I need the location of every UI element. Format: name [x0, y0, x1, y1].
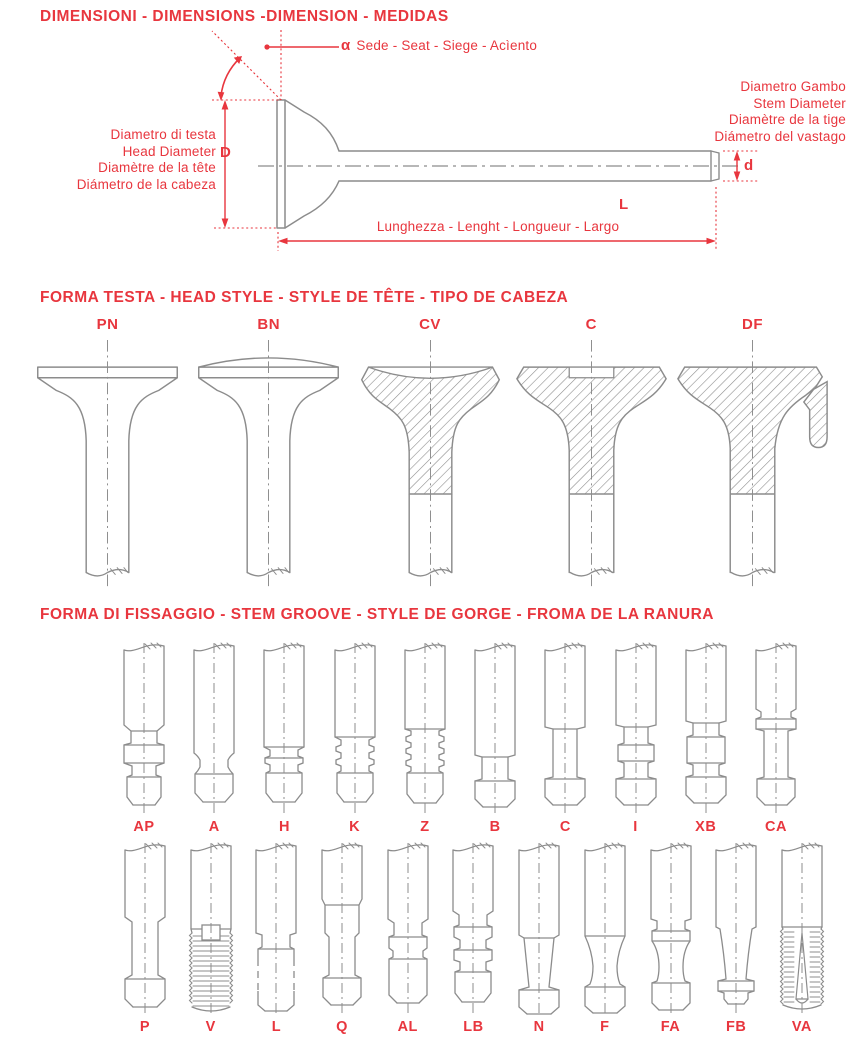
head-style-label: DF: [742, 316, 763, 333]
stem-groove-drawing-Z: [393, 641, 457, 817]
stem-groove-drawing-I: [604, 641, 668, 817]
head-style-figure-CV: [353, 316, 508, 594]
head-style-figure-C: [514, 316, 669, 594]
stem-groove-figure-N: [507, 841, 571, 1035]
stem-groove-figure-P: [113, 841, 177, 1035]
stem-groove-figure-F: [573, 841, 637, 1035]
seat-angle-annotation: [341, 38, 537, 55]
length-symbol: L: [619, 196, 629, 213]
stem-groove-label: XB: [695, 819, 717, 835]
head-diameter-symbol: D: [220, 144, 231, 161]
stem-groove-label: P: [139, 1019, 151, 1035]
stem-groove-drawing-V: [179, 841, 243, 1017]
stem-groove-figure-FA: [639, 841, 703, 1035]
stem-groove-label: FA: [660, 1019, 681, 1035]
stem-groove-figure-A: [182, 641, 246, 835]
stem-groove-figure-H: [252, 641, 316, 835]
stem-groove-label: FB: [726, 1019, 747, 1035]
stem-diameter-symbol: d: [744, 157, 754, 174]
head-style-figure-DF: [675, 316, 830, 594]
seat-label: Sede - Seat - Siege - Acìento: [356, 38, 538, 53]
stem-groove-figure-L: [244, 841, 308, 1035]
stem-groove-drawing-P: [113, 841, 177, 1017]
head-style-drawing-C: [514, 334, 669, 594]
stem-groove-label: K: [349, 819, 361, 835]
stem-groove-label: C: [559, 819, 571, 835]
stem-groove-figure-V: [179, 841, 243, 1035]
stem-groove-row-2: [113, 841, 834, 1035]
stem-groove-drawing-F: [573, 841, 637, 1017]
stem-groove-label: Q: [336, 1019, 348, 1035]
stem-groove-label: H: [278, 819, 290, 835]
stem-diameter-line: Diámetro del vastago: [714, 128, 846, 144]
head-style-row: [30, 316, 830, 594]
stem-groove-drawing-FA: [639, 841, 703, 1017]
length-label: Lunghezza - Lenght - Longueur - Largo: [376, 219, 620, 234]
stem-groove-drawing-C: [533, 641, 597, 817]
stem-groove-drawing-LB: [441, 841, 505, 1017]
stem-groove-figure-LB: [441, 841, 505, 1035]
stem-groove-label: AP: [133, 819, 155, 835]
head-style-label: C: [585, 316, 597, 333]
head-style-drawing-PN: [30, 334, 185, 594]
stem-groove-drawing-N: [507, 841, 571, 1017]
stem-groove-drawing-B: [463, 641, 527, 817]
stem-groove-label: B: [489, 819, 501, 835]
stem-groove-drawing-AP: [112, 641, 176, 817]
stem-groove-drawing-XB: [674, 641, 738, 817]
stem-groove-label: LB: [463, 1019, 484, 1035]
stem-groove-drawing-AL: [376, 841, 440, 1017]
section-title-dimensions: DIMENSIONI - DIMENSIONS -DIMENSION - MEDIDAS: [40, 8, 449, 25]
stem-groove-label: CA: [764, 819, 787, 835]
stem-groove-drawing-Q: [310, 841, 374, 1017]
stem-groove-label: A: [208, 819, 220, 835]
stem-groove-figure-I: [604, 641, 668, 835]
head-diameter-line: Diamètre de la tête: [98, 160, 216, 175]
head-style-drawing-BN: [191, 334, 346, 594]
stem-diameter-annotation: [714, 79, 846, 145]
stem-groove-figure-AP: [112, 641, 176, 835]
stem-groove-label: VA: [791, 1019, 812, 1035]
stem-groove-label: V: [205, 1019, 216, 1035]
stem-groove-figure-VA: [770, 841, 834, 1035]
head-diameter-line: Diametro di testa: [110, 127, 216, 142]
stem-groove-figure-B: [463, 641, 527, 835]
stem-groove-drawing-L: [244, 841, 308, 1017]
stem-groove-label: F: [600, 1019, 610, 1035]
stem-diameter-line: Stem Diameter: [753, 95, 846, 111]
stem-groove-label: AL: [397, 1019, 418, 1035]
head-style-figure-BN: [191, 316, 346, 594]
head-style-label: PN: [96, 316, 119, 333]
head-style-drawing-CV: [353, 334, 508, 594]
head-style-label: CV: [419, 316, 441, 333]
head-diameter-annotation: [0, 127, 216, 193]
head-diameter-line: Head Diameter: [122, 143, 216, 159]
stem-groove-figure-C: [533, 641, 597, 835]
stem-diameter-line: Diametro Gambo: [740, 79, 846, 94]
stem-groove-drawing-H: [252, 641, 316, 817]
stem-groove-figure-FB: [704, 841, 768, 1035]
stem-groove-figure-XB: [674, 641, 738, 835]
stem-groove-drawing-VA: [770, 841, 834, 1017]
stem-groove-drawing-CA: [744, 641, 808, 817]
stem-groove-drawing-A: [182, 641, 246, 817]
stem-groove-figure-K: [323, 641, 387, 835]
stem-groove-figure-Z: [393, 641, 457, 835]
head-diameter-line: Diámetro de la cabeza: [76, 176, 216, 192]
stem-groove-label: L: [271, 1019, 282, 1035]
alpha-symbol: α: [341, 37, 351, 54]
stem-groove-label: I: [633, 819, 638, 835]
head-style-drawing-DF: [675, 334, 830, 594]
section-title-head-styles: FORMA TESTA - HEAD STYLE - STYLE DE TÊTE - TIPO DE CABEZA: [40, 289, 569, 306]
stem-groove-drawing-K: [323, 641, 387, 817]
stem-groove-drawing-FB: [704, 841, 768, 1017]
stem-diameter-line: Diamètre de la tige: [728, 112, 846, 127]
head-style-label: BN: [257, 316, 281, 333]
stem-groove-figure-Q: [310, 841, 374, 1035]
head-style-figure-PN: [30, 316, 185, 594]
section-title-stem-grooves: FORMA DI FISSAGGIO - STEM GROOVE - STYLE DE GORGE - FROMA DE LA RANURA: [40, 606, 714, 623]
stem-groove-figure-AL: [376, 841, 440, 1035]
stem-groove-row-1: [112, 641, 808, 835]
stem-groove-label: Z: [420, 819, 430, 835]
stem-groove-label: N: [533, 1019, 545, 1035]
stem-groove-figure-CA: [744, 641, 808, 835]
